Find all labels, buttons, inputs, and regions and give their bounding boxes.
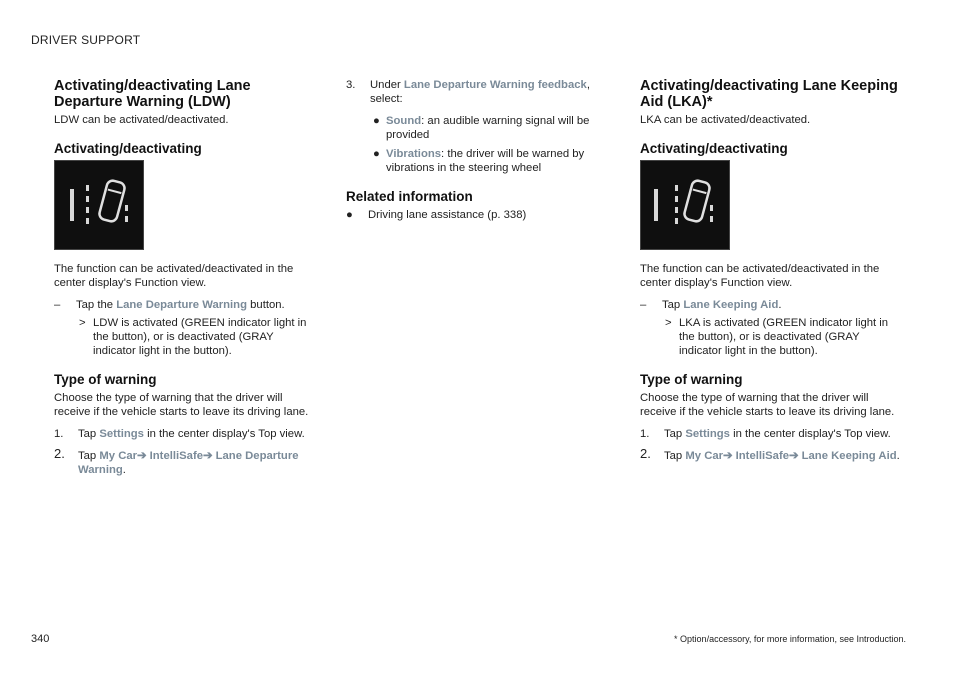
step-text: , select: bbox=[370, 79, 590, 105]
lka-instruction bbox=[640, 298, 900, 312]
sound-description: : an audible warning signal will be provided bbox=[386, 115, 590, 141]
lka-result bbox=[640, 316, 900, 358]
dash-marker: – bbox=[54, 299, 61, 311]
lka-tap-text: Tap bbox=[662, 299, 681, 311]
lka-body: The function can be activated/deactivated in the center display's Function view. bbox=[640, 263, 880, 289]
ldw-column bbox=[54, 78, 314, 481]
step-tap: Tap bbox=[78, 428, 97, 440]
option-vibrations bbox=[346, 147, 616, 175]
right-arrow-icon: ➔ bbox=[137, 450, 147, 462]
step-number: 3. bbox=[346, 79, 356, 91]
vibrations-option[interactable]: Vibrations bbox=[386, 148, 442, 160]
lka-subhead: Activating/deactivating bbox=[640, 141, 788, 156]
lka-button-suffix: . bbox=[778, 299, 782, 311]
option-sound bbox=[346, 114, 616, 142]
step-number: 1. bbox=[54, 428, 64, 440]
step-end: . bbox=[896, 450, 900, 462]
vibrations-description: : the driver will be warned by vibrations in the steering wheel bbox=[386, 148, 585, 174]
lka-function-button[interactable]: Lane Keeping Aid bbox=[683, 299, 779, 311]
right-arrow-icon: ➔ bbox=[203, 450, 213, 462]
ldw-warning-head: Type of warning bbox=[54, 372, 157, 387]
lane-departure-warning-icon bbox=[54, 160, 144, 250]
ldw-warning-body: Choose the type of warning that the driver will receive if the vehicle starts to leave its driving lane. bbox=[54, 392, 309, 418]
section-header: DRIVER SUPPORT bbox=[31, 33, 141, 47]
ldw-instruction bbox=[54, 298, 314, 312]
step-number: 2. bbox=[54, 446, 65, 461]
step-text: in the center display's Top view. bbox=[733, 428, 891, 440]
lka-warning-body: Choose the type of warning that the driver will receive if the vehicle starts to leave its driving lane. bbox=[640, 392, 895, 418]
ldw-intro: LDW can be activated/deactivated. bbox=[54, 114, 229, 126]
ldw-step-2 bbox=[54, 446, 314, 477]
ldw-feedback-link[interactable]: Lane Departure Warning feedback bbox=[403, 79, 587, 91]
result-marker: > bbox=[79, 317, 86, 329]
ldw-button-suffix: button. bbox=[250, 299, 285, 311]
bullet-marker: ● bbox=[346, 209, 353, 221]
lane-keeping-aid-icon bbox=[640, 160, 730, 250]
step-number: 1. bbox=[640, 428, 650, 440]
step-tap: Tap bbox=[664, 428, 683, 440]
ldw-title: Activating/deactivating Lane Departure Warning (LDW) bbox=[54, 78, 251, 110]
related-link[interactable]: Driving lane assistance (p. 338) bbox=[368, 209, 527, 221]
lka-step-2 bbox=[640, 446, 900, 463]
lka-intro: LKA can be activated/deactivated. bbox=[640, 114, 811, 126]
dash-marker: – bbox=[640, 299, 647, 311]
page-number: 340 bbox=[31, 633, 50, 645]
ldw-step-1 bbox=[54, 427, 314, 441]
ldw-body: The function can be activated/deactivated in the center display's Function view. bbox=[54, 263, 294, 289]
bullet-marker: ● bbox=[373, 148, 380, 160]
step-number: 2. bbox=[640, 446, 651, 461]
settings-link[interactable]: Settings bbox=[99, 428, 144, 440]
lka-result-text: LKA is activated (GREEN indicator light in the button), or is deactivated (GRAY indicator light in the button). bbox=[679, 317, 889, 357]
related-head: Related information bbox=[346, 189, 473, 204]
ldw-subhead: Activating/deactivating bbox=[54, 141, 202, 156]
ldw-result-text: LDW is activated (GREEN indicator light in the button), or is deactivated (GRAY indicator light in the button). bbox=[93, 317, 307, 357]
intellisafe-link[interactable]: IntelliSafe bbox=[149, 450, 204, 462]
lka-step-1 bbox=[640, 427, 900, 441]
step-end: . bbox=[122, 464, 126, 476]
lka-title: Activating/deactivating Lane Keeping Aid (LKA)* bbox=[640, 78, 898, 110]
sound-option[interactable]: Sound bbox=[386, 115, 422, 127]
my-car-link[interactable]: My Car bbox=[99, 450, 138, 462]
settings-link[interactable]: Settings bbox=[685, 428, 730, 440]
ldw-function-button[interactable]: Lane Departure Warning bbox=[116, 299, 247, 311]
lka-warning-head: Type of warning bbox=[640, 372, 743, 387]
ldw-result bbox=[54, 316, 314, 358]
step-under: Under bbox=[370, 79, 401, 91]
step-tap: Tap bbox=[78, 450, 97, 462]
footnote: * Option/accessory, for more information, see Introduction. bbox=[674, 634, 906, 644]
ldw-step-3 bbox=[346, 78, 616, 106]
bullet-marker: ● bbox=[373, 115, 380, 127]
ldw-tap-text: Tap the bbox=[76, 299, 114, 311]
lane-departure-warning-link[interactable]: Lane Departure Warning bbox=[78, 450, 299, 476]
result-marker: > bbox=[665, 317, 672, 329]
step-tap: Tap bbox=[664, 450, 683, 462]
feedback-column bbox=[346, 78, 616, 224]
my-car-link[interactable]: My Car bbox=[685, 450, 724, 462]
lka-column bbox=[640, 78, 900, 467]
right-arrow-icon: ➔ bbox=[723, 450, 733, 462]
lane-keeping-aid-link[interactable]: Lane Keeping Aid bbox=[801, 450, 897, 462]
related-item bbox=[346, 208, 616, 222]
step-text: in the center display's Top view. bbox=[147, 428, 305, 440]
right-arrow-icon: ➔ bbox=[789, 450, 799, 462]
intellisafe-link[interactable]: IntelliSafe bbox=[735, 450, 790, 462]
